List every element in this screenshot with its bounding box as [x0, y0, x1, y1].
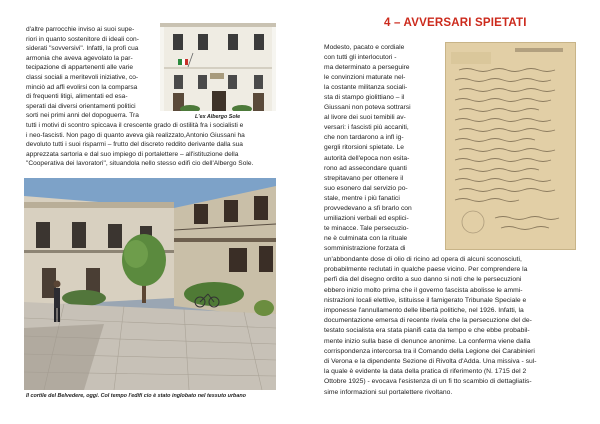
text-line: Giussani non poteva sottrarsi: [324, 104, 411, 112]
narrow-text-column: [324, 43, 439, 254]
text-line: siderati "sovversivi". Infatti, la profi cua: [26, 45, 139, 53]
text-line: ebbero inizio molto prima che il governo fascista abolisse le ammi-: [324, 286, 523, 294]
text-line: la quale è evidente la data della pratica di riferimento (N. 1715 del 2: [324, 368, 527, 376]
text-line: te minacce. Tale persecuzio-: [324, 224, 409, 232]
text-line: suo esonero dal servizio po-: [324, 184, 408, 192]
text-line: apprezzata sartoria e dal suo impiego di portalettere – all'istituzione della: [26, 150, 239, 158]
text-line: testato socialista era stata pianifi cata da tempo e che ebbe probabil-: [324, 327, 530, 335]
text-line: autorità dell'epoca non esita-: [324, 154, 410, 162]
text-line: nistrazioni locali elettive, istituisse il famigerato Tribunale Speciale e: [324, 296, 527, 304]
chapter-title: 4 – AVVERSARI SPIETATI: [384, 17, 527, 29]
text-line: stale, mentre i più fanatici: [324, 194, 400, 202]
text-line: ne è culminata con la rituale: [324, 234, 408, 242]
text-line: Ottobre 1925) - evocava l'esistenza di un fi tto scambio di dettagliatis-: [324, 378, 532, 386]
text-line: sta di stampo giolittiano – il: [324, 94, 405, 102]
body-text-full-width: [26, 121, 276, 169]
text-line: sperati dai diversi orientamenti politici: [26, 102, 136, 110]
text-line: perfi dia del disegno ordito a suo danno si noti che le persecuzioni: [324, 276, 522, 284]
text-line: di Verona e la dipendente Sezione di Rivolta d'Adda. Una missiva - sul-: [324, 358, 537, 366]
text-line: corrispondenza intercorsa tra il Comando della Legione dei Carabinieri: [324, 347, 535, 355]
text-line: imponesse l'annullamento delle libertà politiche, nel 1926. Infatti, la: [324, 307, 524, 315]
text-line: Modesto, pacato e cordiale: [324, 44, 405, 51]
text-line: con tutti gli interlocutori -: [324, 54, 397, 62]
text-line: umiliazioni verbali ed esplici-: [324, 214, 409, 222]
text-line: che non tardarono a infl ig-: [324, 134, 404, 142]
text-line: sime informazioni sul portalettere rivoltano.: [324, 388, 453, 396]
text-line: riori in quanto sostenitore di ideali con-: [26, 35, 139, 43]
text-line: tecipazione di appartenenti alle varie: [26, 64, 134, 72]
text-line: armonia che aveva agevolato la par-: [26, 54, 133, 62]
caption-courtyard: Il cortile del Belvedere, oggi. Col tempo l'edifi cio è stato inglobato nel tessuto urbano: [26, 393, 246, 399]
text-line: versari: i fascisti più accaniti,: [324, 124, 409, 132]
text-line: devoluto tutti i suoi risparmi – frutto del discreto reddito derivante dalla sua: [26, 141, 243, 149]
text-line: "Cooperativa dei lavoratori", situandola nello stesso edifi cio dell'Albergo Sole.: [26, 160, 254, 168]
text-line: gergli ritorsioni spietate. Le: [324, 144, 404, 152]
text-line: somministrazione forzata di: [324, 244, 406, 252]
text-line: ma determinato a perseguire: [324, 64, 410, 72]
intro-text-column: [26, 25, 154, 121]
text-line: al livore dei suoi temibili av-: [324, 114, 406, 122]
full-width-text-block: [324, 255, 576, 398]
text-line: strepitavano per ottenere il: [324, 174, 404, 182]
text-line: documentazione emersa di recente rivela che la persecuzione del de-: [324, 317, 532, 325]
text-line: sorti nei primi anni del dopoguerra. Tra: [26, 112, 139, 120]
text-line: le convinzioni maturate nel-: [324, 74, 406, 82]
text-line: rono ad assecondare quanti: [324, 164, 407, 172]
text-line: i neo-fascisti. Non pago di quanto aveva già realizzato,Antonio Giussani ha: [26, 131, 245, 139]
text-line: tutti i motivi di scontro spiccava il crescente grado di ostilità fra i socialisti e: [26, 122, 244, 129]
text-line: probabilmente reclutati in qualche paese vicino. Per comprendere la: [324, 266, 528, 274]
text-line: classi sociali a meritevoli iniziative, co-: [26, 73, 139, 81]
text-line: di frequenti litigi, alimentati ed esa-: [26, 93, 128, 101]
text-line: provvedevano a sfi brarlo con: [324, 204, 412, 212]
historical-letter-image: [445, 42, 576, 250]
caption-albergo-sole: L'ex Albergo Sole: [195, 114, 241, 120]
belvedere-courtyard-photo: [24, 178, 276, 390]
text-line: minciò ad affi evolirsi con la comparsa: [26, 83, 138, 91]
albergo-sole-photo: [160, 23, 276, 111]
text-line: mente inizio sulla base di denunce anonime. La conferma viene dalla: [324, 337, 531, 345]
text-line: la costante militanza sociali-: [324, 84, 408, 92]
text-line: un'abbondante dose di olio di ricino ad opera di alcuni sconosciuti,: [324, 256, 522, 263]
text-line: d'altre parrocchie inviso ai suoi supe-: [26, 26, 135, 33]
